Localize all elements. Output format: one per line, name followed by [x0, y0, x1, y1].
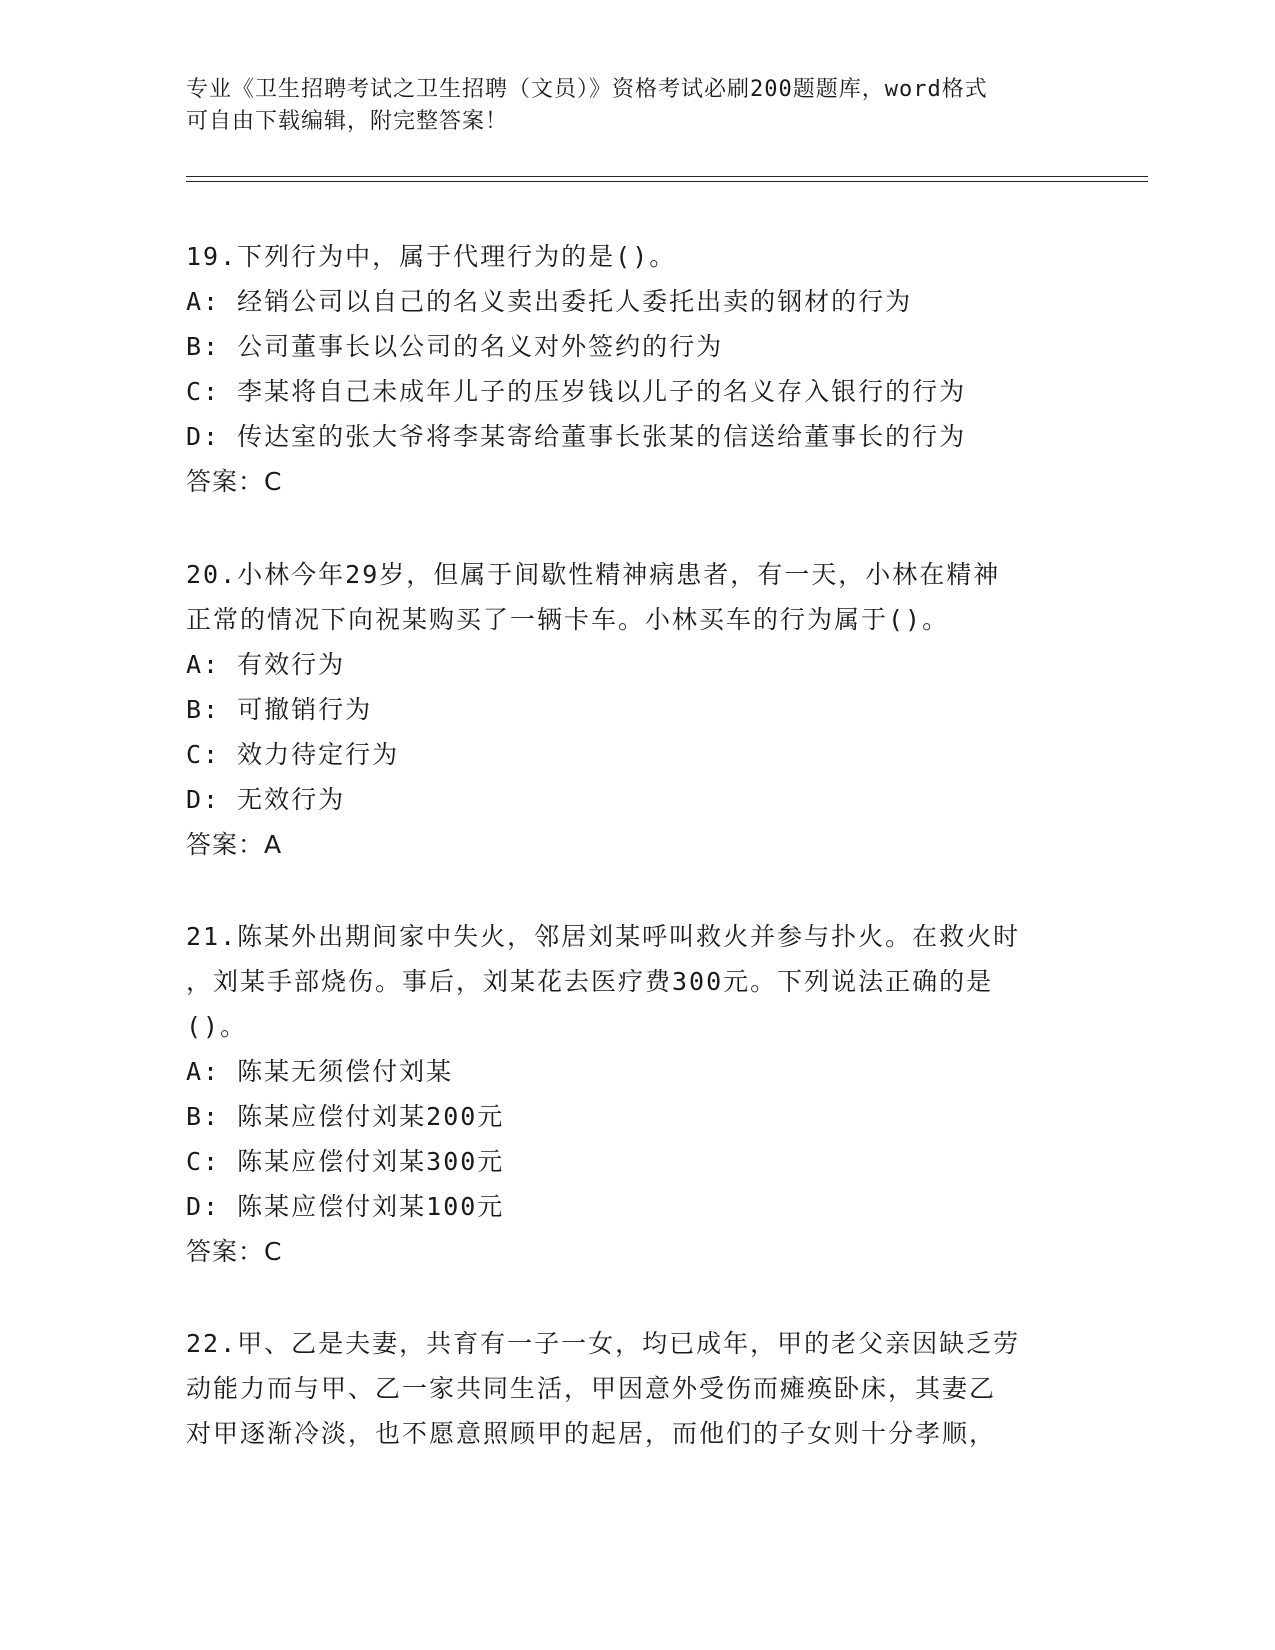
answer-line: 答案：A: [186, 830, 283, 859]
question-stem-line-1: 22.甲、乙是夫妻，共育有一子一女，均已成年，甲的老父亲因缺乏劳: [186, 1329, 1021, 1358]
option-c: C: 李某将自己未成年儿子的压岁钱以儿子的名义存入银行的行为: [186, 377, 967, 406]
answer-line: 答案：C: [186, 467, 283, 496]
option-a: A: 有效行为: [186, 650, 346, 679]
option-c: C: 效力待定行为: [186, 740, 400, 769]
option-c: C: 陈某应偿付刘某300元: [186, 1147, 505, 1176]
header-line-1: 专业《卫生招聘考试之卫生招聘（文员）》资格考试必刷200题题库，word格式: [186, 77, 988, 102]
question-19: [186, 234, 1086, 504]
option-b: B: 陈某应偿付刘某200元: [186, 1102, 505, 1131]
question-stem-line-1: 20.小林今年29岁，但属于间歇性精神病患者，有一天，小林在精神: [186, 560, 1001, 589]
document-header: [186, 74, 1066, 138]
option-d: D: 传达室的张大爷将李某寄给董事长张某的信送给董事长的行为: [186, 422, 967, 451]
option-b: B: 公司董事长以公司的名义对外签约的行为: [186, 332, 724, 361]
option-d: D: 无效行为: [186, 785, 346, 814]
question-stem-line-3: 对甲逐渐冷淡，也不愿意照顾甲的起居，而他们的子女则十分孝顺，: [186, 1419, 997, 1448]
question-22: [186, 1321, 1086, 1456]
header-divider-top: [186, 176, 1148, 177]
question-20: [186, 552, 1086, 867]
option-a: A: 陈某无须偿付刘某: [186, 1057, 454, 1086]
option-a: A: 经销公司以自己的名义卖出委托人委托出卖的钢材的行为: [186, 287, 913, 316]
answer-line: 答案：C: [186, 1237, 283, 1266]
question-stem-line-2: 正常的情况下向祝某购买了一辆卡车。小林买车的行为属于()。: [186, 605, 950, 634]
question-stem: 19.下列行为中，属于代理行为的是()。: [186, 242, 677, 271]
header-divider-bottom: [186, 181, 1148, 182]
question-stem-line-2: 动能力而与甲、乙一家共同生活，甲因意外受伤而瘫痪卧床，其妻乙: [186, 1374, 997, 1403]
question-21: [186, 914, 1086, 1274]
header-line-2: 可自由下载编辑，附完整答案！: [186, 109, 509, 134]
question-stem-line-3: ()。: [186, 1012, 248, 1041]
question-stem-line-1: 21.陈某外出期间家中失火，邻居刘某呼叫救火并参与扑火。在救火时: [186, 922, 1021, 951]
option-b: B: 可撤销行为: [186, 695, 373, 724]
option-d: D: 陈某应偿付刘某100元: [186, 1192, 505, 1221]
question-stem-line-2: ，刘某手部烧伤。事后，刘某花去医疗费300元。下列说法正确的是: [186, 967, 994, 996]
